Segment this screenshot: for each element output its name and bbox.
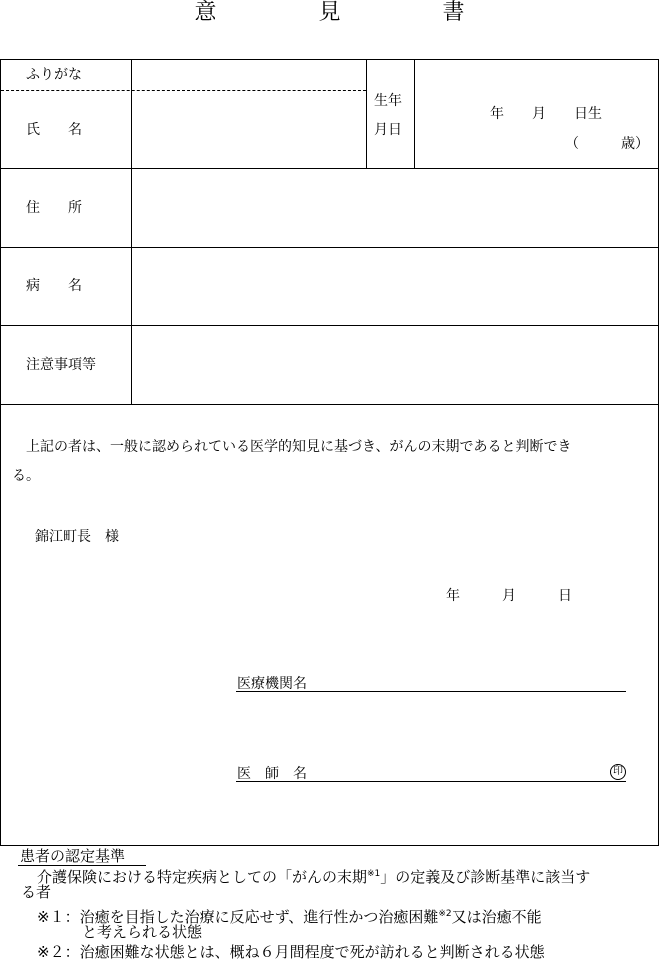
name-field[interactable]	[132, 92, 366, 168]
note1-text-a: ※１：治癒を目指した治療に反応せず、進行性かつ治癒困難	[37, 908, 439, 926]
frame-left	[0, 59, 1, 846]
statement-line1: 上記の者は、一般に認められている医学的知見に基づき、がんの末期であると判断でき	[26, 439, 572, 455]
criteria-line2: る者	[21, 883, 52, 901]
birth-label-line1: 生年	[374, 93, 402, 109]
address-label: 住 所	[26, 200, 82, 216]
criteria-line1	[37, 866, 590, 886]
birth-column-divider-left	[366, 59, 367, 168]
criteria-line1-text: 介護保険における特定疾病としての「がんの末期	[37, 868, 368, 886]
institution-field[interactable]	[322, 670, 624, 690]
criteria-heading: 患者の認定基準	[20, 847, 126, 865]
doctor-label: 医 師 名	[237, 766, 307, 782]
birth-column-divider-right	[414, 59, 415, 168]
footnote-ref-1: ※1	[367, 869, 381, 879]
notes-label: 注意事項等	[26, 357, 96, 373]
age-field[interactable]: （ 歳）	[565, 136, 649, 152]
footnote-ref-2: ※2	[438, 909, 452, 919]
note1-line2: と考えられる状態	[82, 923, 203, 941]
seal-mark: 印	[610, 764, 626, 780]
addressee: 錦江町長 様	[35, 529, 119, 545]
notes-field[interactable]	[132, 326, 658, 404]
birth-date-field[interactable]: 年 月 日生	[490, 106, 602, 122]
address-field[interactable]	[132, 169, 658, 247]
furigana-label: ふりがな	[26, 67, 82, 83]
birth-label-line2: 月日	[374, 122, 402, 138]
frame-bottom	[0, 845, 659, 846]
note1-text-b: 又は治癒不能	[451, 908, 542, 926]
name-label: 氏 名	[26, 122, 82, 138]
issue-date[interactable]: 年 月 日	[446, 588, 572, 604]
criteria-line1b-text: 」の定義及び診断基準に該当す	[380, 868, 591, 886]
document-title: 意 見 書	[194, 0, 505, 25]
institution-label: 医療機関名	[237, 676, 307, 692]
note2: ※２：治癒困難な状態とは、概ね６月間程度で死が訪れると判断される状態	[37, 943, 545, 961]
disease-label: 病 名	[26, 278, 82, 294]
institution-underline	[236, 691, 626, 692]
furigana-dashed-line	[1, 90, 366, 91]
row-divider	[0, 404, 659, 405]
disease-field[interactable]	[132, 248, 658, 325]
furigana-field[interactable]	[132, 60, 366, 90]
statement-line2: る。	[12, 468, 40, 484]
doctor-field[interactable]	[322, 760, 602, 780]
doctor-underline	[236, 781, 626, 782]
